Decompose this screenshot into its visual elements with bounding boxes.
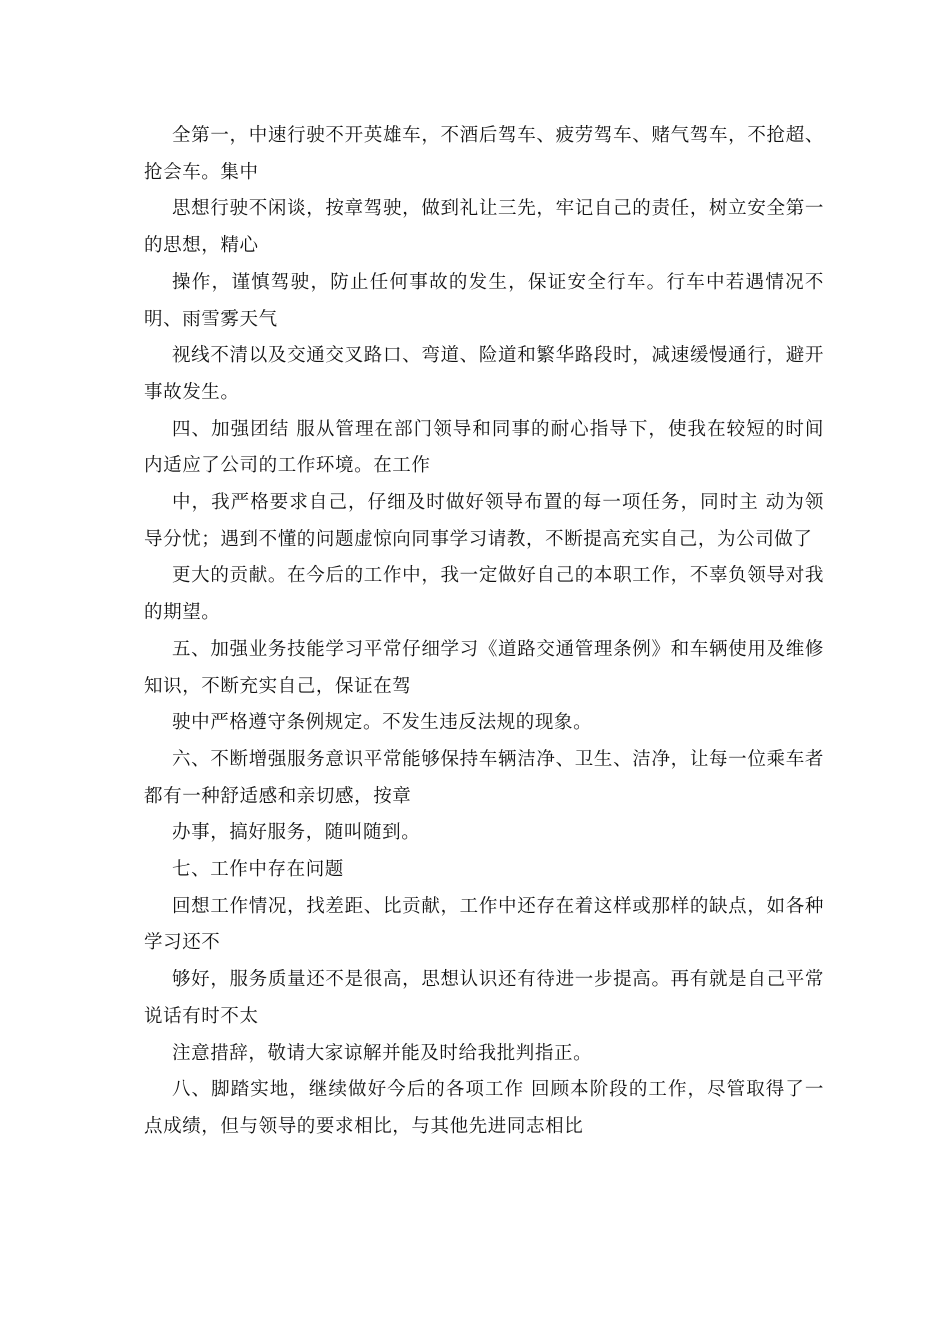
paragraph: 驶中严格遵守条例规定。不发生违反法规的现象。 [172,712,593,734]
paragraph: 四、加强团结 服从管理在部门领导和同事的耐心指导下，使我在较短的时间内适应了公司的工作环境。在工作 [144,418,824,477]
paragraph: 够好，服务质量还不是很高，思想认识还有待进一步提高。再有就是自己平常说话有时不太 [144,969,824,1027]
document-page [144,118,824,1146]
paragraph: 思想行驶不闲谈，按章驾驶，做到礼让三先，牢记自己的责任，树立安全第一的思想，精心 [144,198,824,257]
paragraph: 更大的贡献。在今后的工作中，我一定做好自己的本职工作，不辜负领导对我的期望。 [144,565,824,624]
paragraph: 回想工作情况，找差距、比贡献，工作中还存在着这样或那样的缺点，如各种学习还不 [144,895,824,954]
paragraph: 视线不清以及交通交叉路口、弯道、险道和繁华路段时，减速缓慢通行，避开事故发生。 [144,345,824,403]
paragraph: 操作，谨慎驾驶，防止任何事故的发生，保证安全行车。行车中若遇情况不明、雨雪雾天气 [144,271,824,330]
paragraph: 五、加强业务技能学习平常仔细学习《道路交通管理条例》和车辆使用及维修知识，不断充实自己，保证在驾 [144,638,824,697]
paragraph: 中，我严格要求自己，仔细及时做好领导布置的每一项任务，同时主 动为领导分忧；遇到不懂的问题虚惊向同事学习请教，不断提高充实自己，为公司做了 [144,492,824,550]
paragraph: 六、不断增强服务意识平常能够保持车辆洁净、卫生、洁净，让每一位乘车者都有一种舒适感和亲切感，按章 [144,748,824,807]
paragraph: 全第一，中速行驶不开英雄车，不酒后驾车、疲劳驾车、赌气驾车，不抢超、抢会车。集中 [144,125,824,183]
paragraph: 七、工作中存在问题 [172,859,344,881]
paragraph: 办事，搞好服务，随叫随到。 [172,822,421,844]
paragraph: 注意措辞，敬请大家谅解并能及时给我批判指正。 [172,1042,593,1064]
paragraph: 八、脚踏实地，继续做好今后的各项工作 回顾本阶段的工作，尽管取得了一点成绩，但与领导的要求相比，与其他先进同志相比 [144,1079,824,1137]
